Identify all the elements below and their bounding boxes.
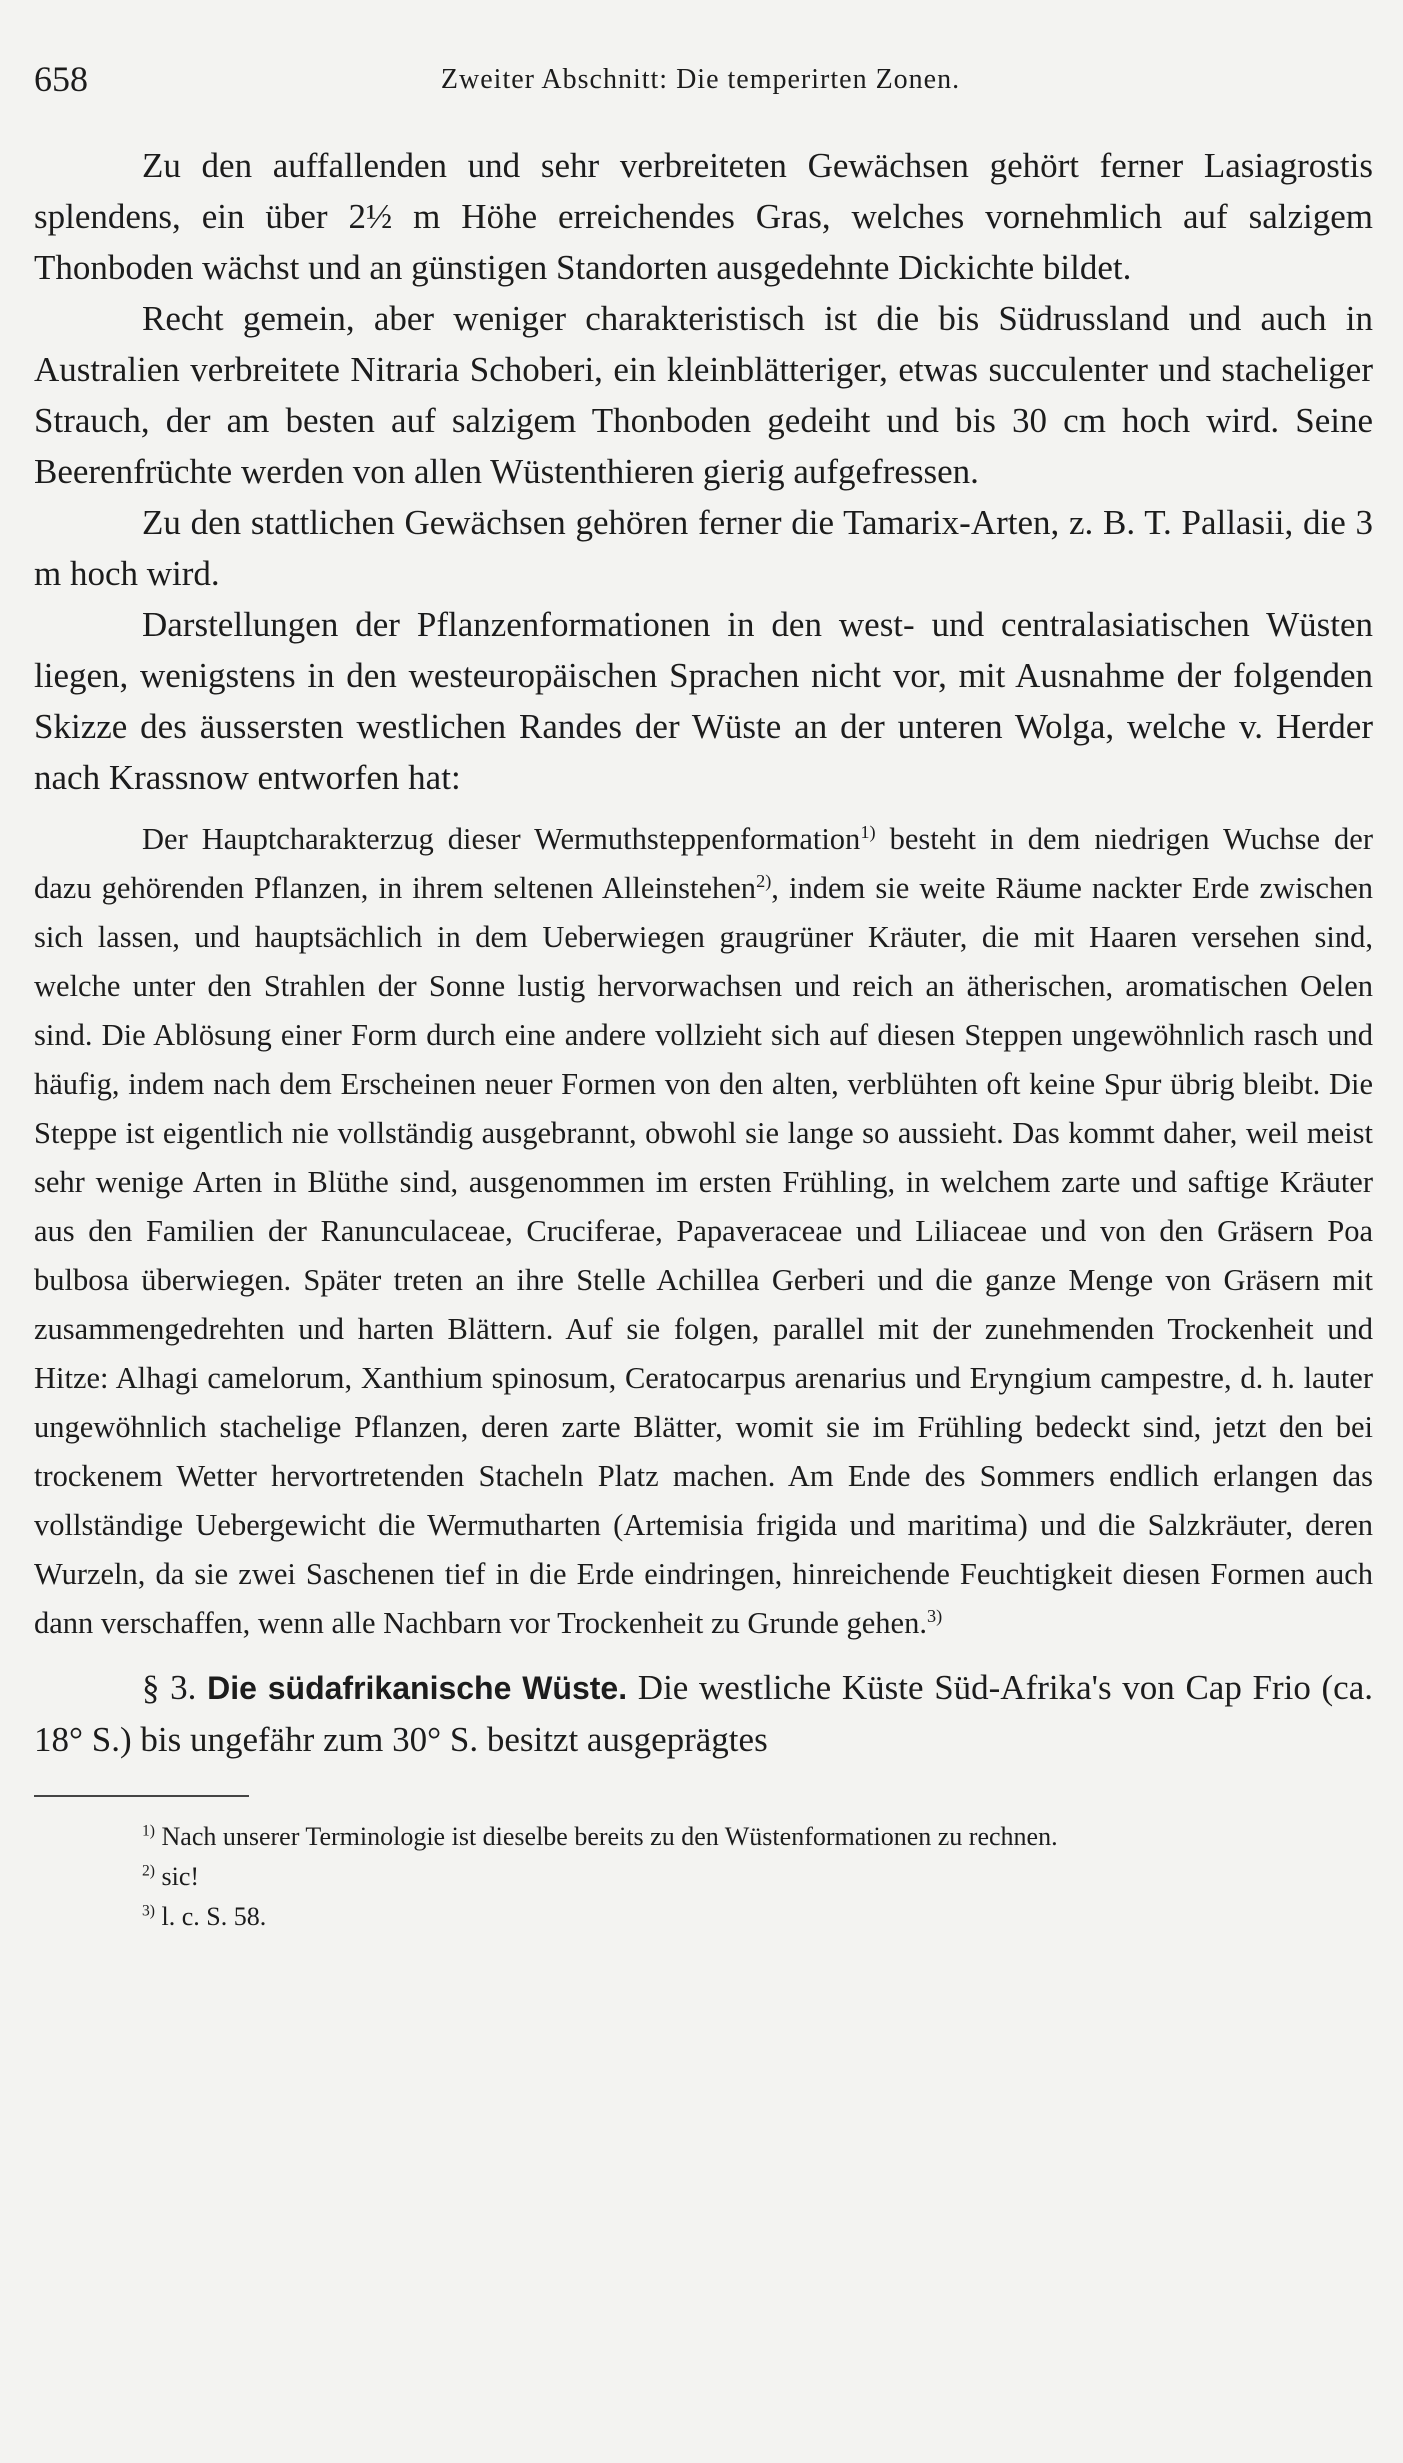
footnote-marker: 1): [142, 1822, 155, 1840]
paragraph: Zu den auffallenden und sehr verbreiteten Gewächsen gehört ferner Lasiagrostis splendens, ein über 2½ m Höhe erreichendes Gras, welches vornehmlich auf salzigem Thonboden wächst und an günstigen Standorten ausgedehnte Dickichte bildet.: [34, 146, 1373, 287]
footnote-text: l. c. S. 58.: [155, 1902, 267, 1931]
footnote-text: sic!: [155, 1862, 200, 1891]
section-text: Die westliche Küste Süd-Afrika's von Cap Frio (ca. 18° S.) bis ungefähr zum 30° S. besitzt ausgeprägtes: [34, 1668, 1374, 1759]
footnote-text: Nach unserer Terminologie ist dieselbe bereits zu den Wüstenformationen zu rechnen.: [155, 1822, 1058, 1851]
page-header: [34, 58, 1367, 108]
quote-text: , indem sie weite Räume nackter Erde zwischen sich lassen, und hauptsächlich in dem Ueberwiegen graugrüner Kräuter, die mit Haaren versehen sind, welche unter den Strahlen der Sonne lustig hervorwachsen und reich an ätherischen, aromatischen Oelen sind. Die Ablösung einer Form durch eine andere vollzieht sich auf diesen Steppen ungewöhnlich rasch und häufig, indem nach dem Erscheinen neuer Formen von den alten, verblühten oft keine Spur übrig bleibt. Die Steppe ist eigentlich nie vollständig ausgebrannt, obwohl sie lange so aussieht. Das kommt daher, weil meist sehr wenige Arten in Blüthe sind, ausgenommen im ersten Frühling, in welchem zarte und saftige Kräuter aus den Familien der Ranunculaceae, Cruciferae, Papaveraceae und Liliaceae und von den Gräsern Poa bulbosa überwiegen. Später treten an ihre Stelle Achillea Gerberi und die ganze Menge von Gräsern mit zusammengedrehten und harten Blättern. Auf sie folgen, parallel mit der zunehmenden Trockenheit und Hitze: Alhagi camelorum, Xanthium spinosum, Ceratocarpus arenarius und Eryngium campestre, d. h. lauter ungewöhnlich stachelige Pflanzen, deren zarte Blätter, womit sie im Frühling bedeckt sind, jetzt den bei trockenem Wetter hervortretenden Stacheln Platz machen. Am Ende des Sommers endlich erlangen das vollständige Uebergewicht die Wermutharten (Artemisia frigida und maritima) und die Salzkräuter, deren Wurzeln, da sie zwei Saschenen tief in die Erde eindringen, hinreichende Feuchtigkeit diesen Formen auch dann verschaffen, wenn alle Nachbarn vor Trockenheit zu Grunde gehen.: [34, 871, 1373, 1640]
quote-text: Der Hauptcharakterzug dieser Wermuthsteppenformation: [142, 822, 861, 856]
footnote-marker: 3): [142, 1902, 155, 1920]
footnote-marker: 2): [142, 1862, 155, 1880]
paragraph: Zu den stattlichen Gewächsen gehören ferner die Tamarix-Arten, z. B. T. Pallasii, die 3 m hoch wird.: [34, 503, 1373, 593]
footnote: [34, 1897, 1373, 1937]
footnotes: [34, 1817, 1373, 1937]
quoted-passage: [34, 815, 1373, 1648]
footnote-ref: 2): [756, 870, 772, 891]
footnote: [34, 1857, 1373, 1897]
section-start: [34, 1662, 1373, 1765]
paragraph: Recht gemein, aber weniger charakteristisch ist die bis Südrussland und auch in Australien verbreitete Nitraria Schoberi, ein kleinblätteriger, etwas succulenter und stacheliger Strauch, der am besten auf salzigem Thonboden gedeiht und bis 30 cm hoch wird. Seine Beerenfrüchte werden von allen Wüstenthieren gierig aufgefressen.: [34, 299, 1373, 491]
main-text: [34, 140, 1373, 803]
footnote-ref: 3): [926, 1605, 943, 1626]
running-head: Zweiter Abschnitt: Die temperirten Zonen.: [440, 64, 961, 95]
footnote-ref: 1): [860, 821, 876, 842]
footnote-rule: [34, 1795, 249, 1797]
quote-text: besteht in dem niedrigen Wuchse der dazu gehörenden Pflanzen, in ihrem seltenen Alleinstehen: [34, 822, 1373, 905]
page-body: [34, 140, 1373, 1937]
section-number: § 3.: [142, 1668, 197, 1707]
paragraph: Darstellungen der Pflanzenformationen in den west- und centralasiatischen Wüsten liegen, wenigstens in den westeuropäischen Sprachen nicht vor, mit Ausnahme der folgenden Skizze des äussersten westlichen Randes der Wüste an der unteren Wolga, welche v. Herder nach Krassnow entworfen hat:: [34, 605, 1373, 797]
section-title: Die südafrikanische Wüste.: [207, 1670, 628, 1706]
section-paragraph: [34, 1662, 1373, 1765]
footnote: [34, 1817, 1373, 1857]
page-number: 658: [34, 59, 88, 99]
quote-paragraph: [34, 815, 1373, 1648]
